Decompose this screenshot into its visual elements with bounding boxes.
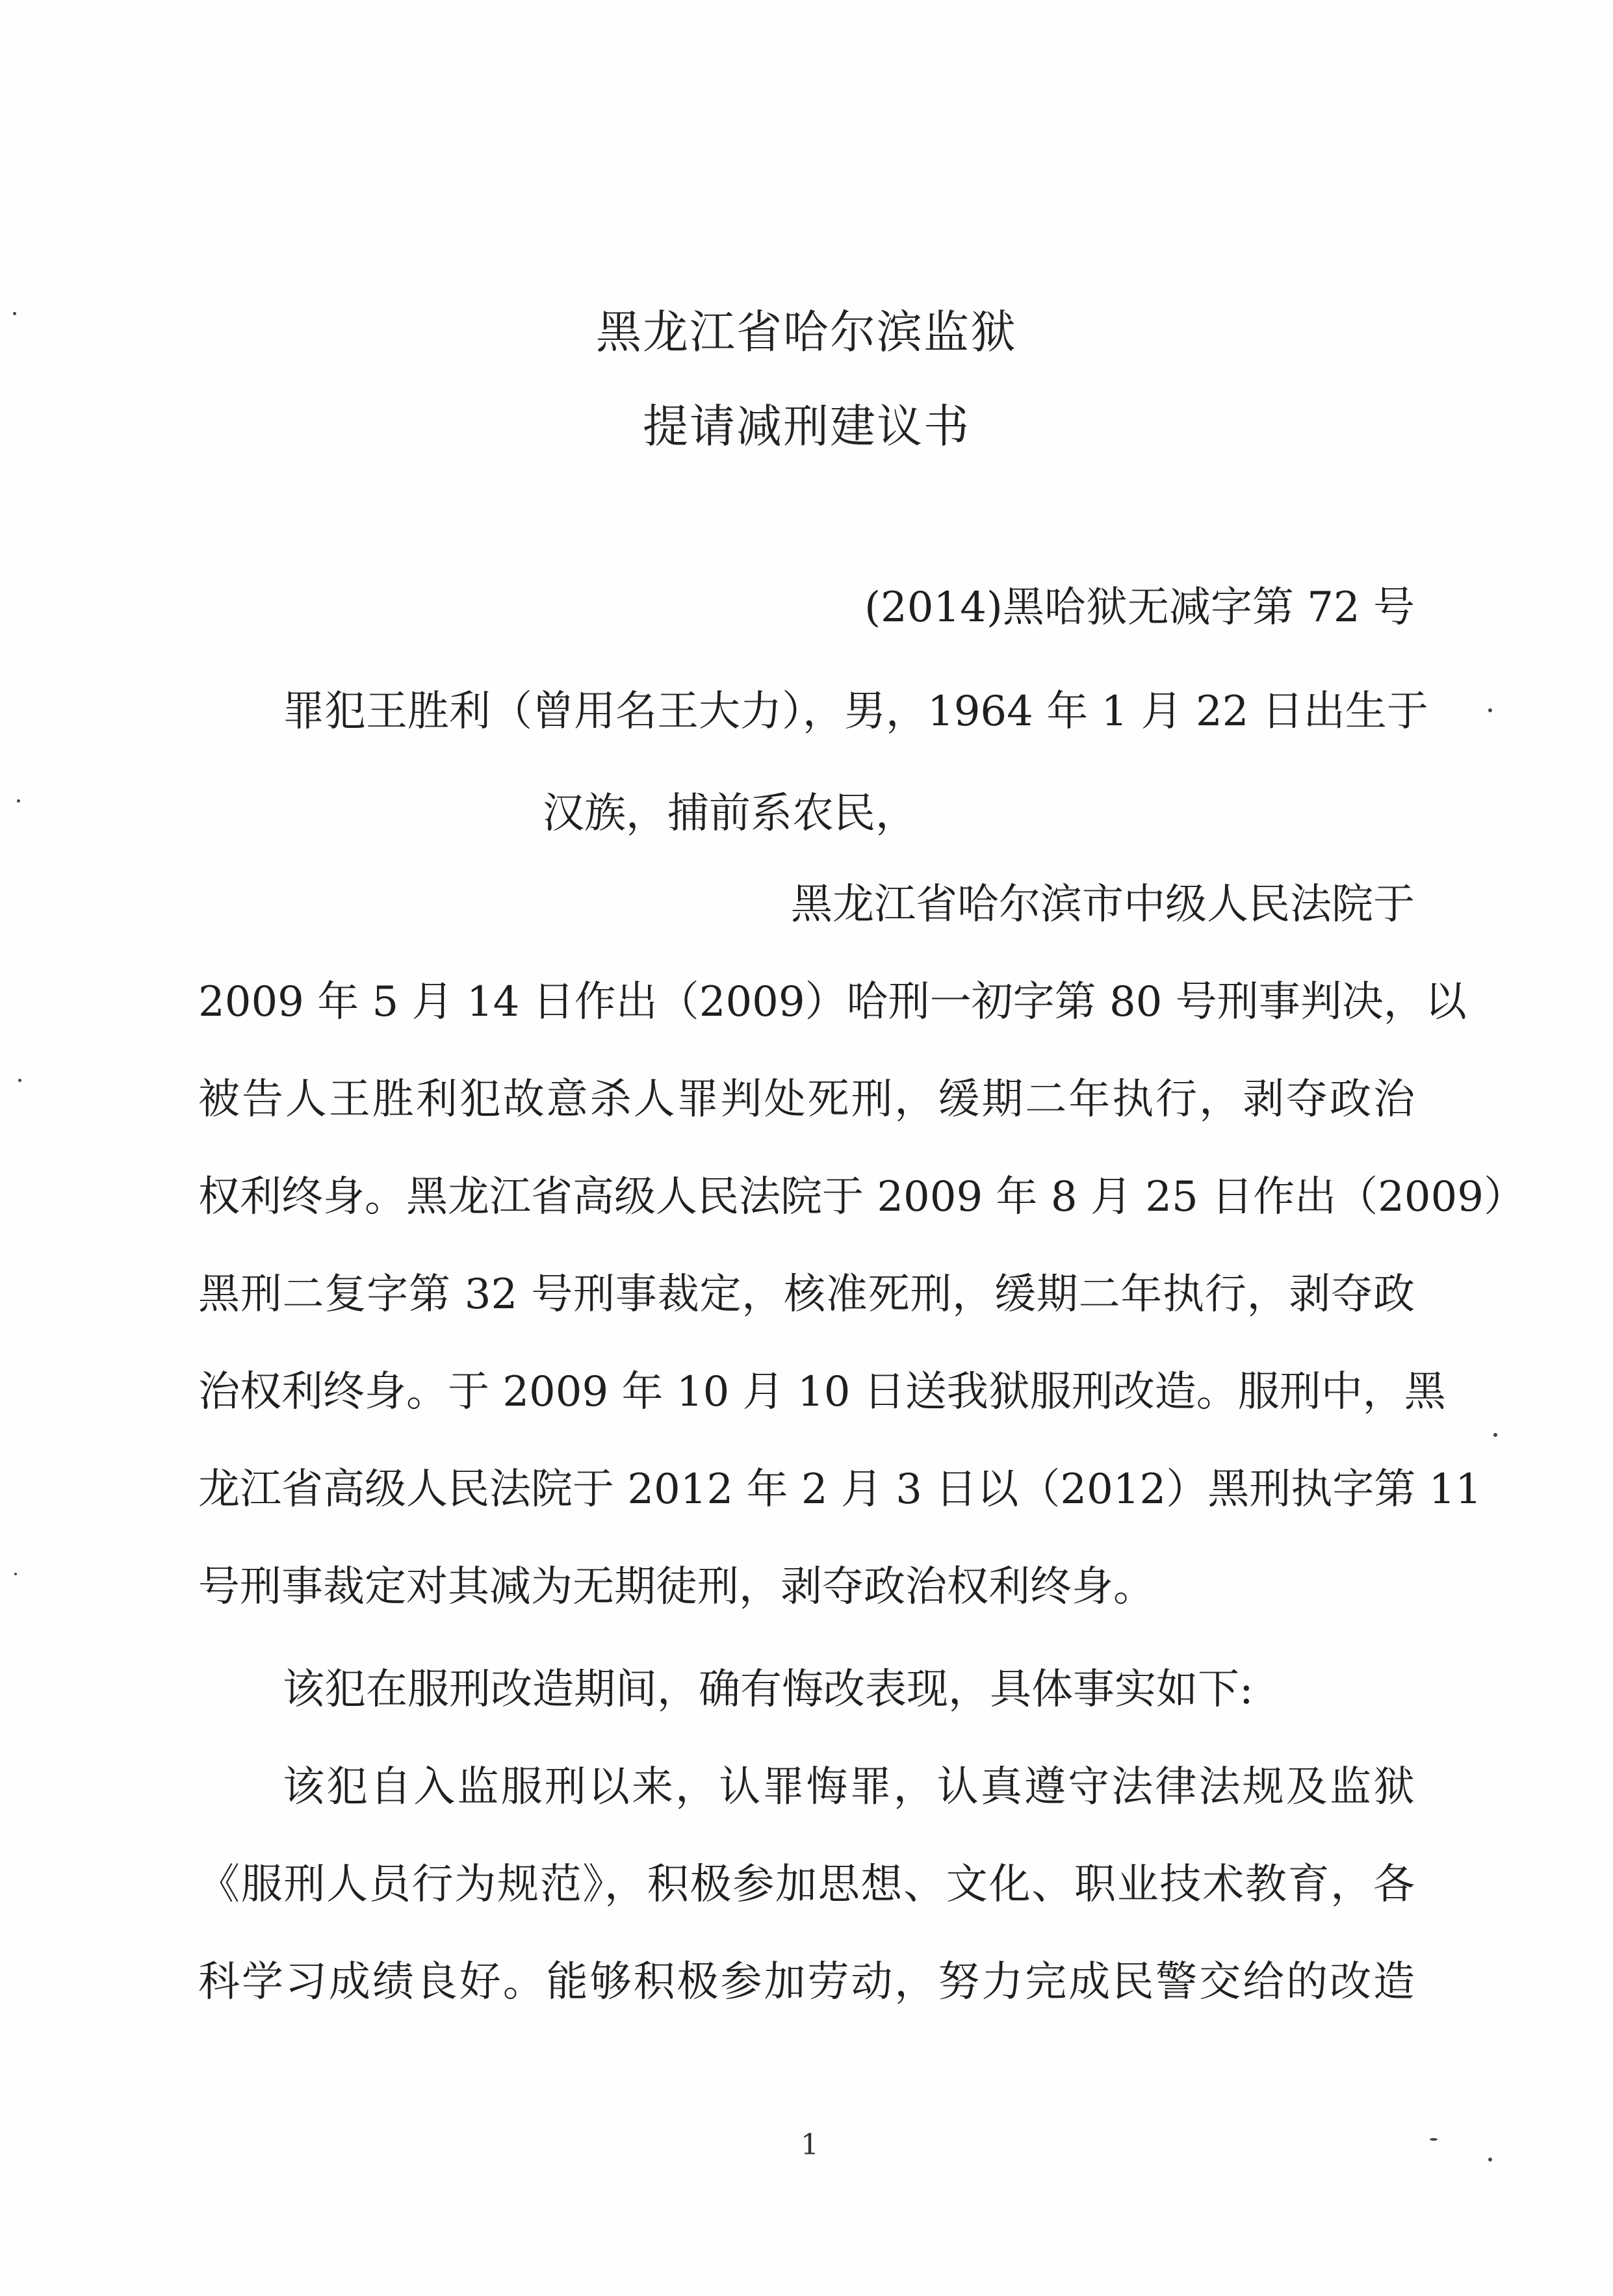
paragraph-line-ethnicity: 汉族，捕前系农民，: [543, 790, 917, 838]
scan-speck: [17, 799, 20, 803]
scan-speck: [1493, 1433, 1497, 1437]
facts-intro-line: 该犯在服刑改造期间，确有悔改表现，具体事实如下:: [283, 1666, 1254, 1714]
scan-speck: [14, 1573, 17, 1575]
facts-line: 《服刑人员行为规范》，积极参加思想、文化、职业技术教育，各: [198, 1861, 1415, 1909]
paragraph-line: 权利终身。黑龙江省高级人民法院于 2009 年 8 月 25 日作出（2009）: [198, 1173, 1525, 1221]
scan-speck: [18, 1079, 21, 1082]
document-title-institution: 黑龙江省哈尔滨监狱: [596, 305, 1017, 359]
scan-speck: [1488, 2158, 1492, 2161]
scan-speck: [13, 312, 16, 315]
page-number: 1: [801, 2128, 819, 2161]
paragraph-line: 号刑事裁定对其减为无期徒刑，剥夺政治权利终身。: [198, 1563, 1155, 1611]
facts-line: 该犯自入监服刑以来，认罪悔罪，认真遵守法律法规及监狱: [283, 1763, 1415, 1811]
paragraph-line: 治权利终身。于 2009 年 10 月 10 日送我狱服刑改造。服刑中，黑: [198, 1368, 1446, 1416]
paragraph-line: 2009 年 5 月 14 日作出（2009）哈刑一初字第 80 号刑事判决，以: [198, 978, 1467, 1026]
paragraph-line: 黑刑二复字第 32 号刑事裁定，核准死刑，缓期二年执行，剥夺政: [198, 1271, 1415, 1319]
paragraph-line-court: 黑龙江省哈尔滨市中级人民法院于: [791, 881, 1415, 929]
scan-speck: [1488, 708, 1492, 712]
paragraph-line: 龙江省高级人民法院于 2012 年 2 月 3 日以（2012）黑刑执字第 11: [198, 1465, 1482, 1514]
facts-line: 科学习成绩良好。能够积极参加劳动，努力完成民警交给的改造: [198, 1958, 1415, 2006]
scan-speck: [1430, 2138, 1438, 2141]
paragraph-line: 被告人王胜利犯故意杀人罪判处死刑，缓期二年执行，剥夺政治: [198, 1076, 1415, 1124]
paragraph-line-intro: 罪犯王胜利（曾用名王大力），男，1964 年 1 月 22 日出生于: [283, 688, 1428, 736]
document-title-type: 提请减刑建议书: [643, 400, 970, 453]
document-number: (2014)黑哈狱无减字第 72 号: [864, 584, 1415, 632]
